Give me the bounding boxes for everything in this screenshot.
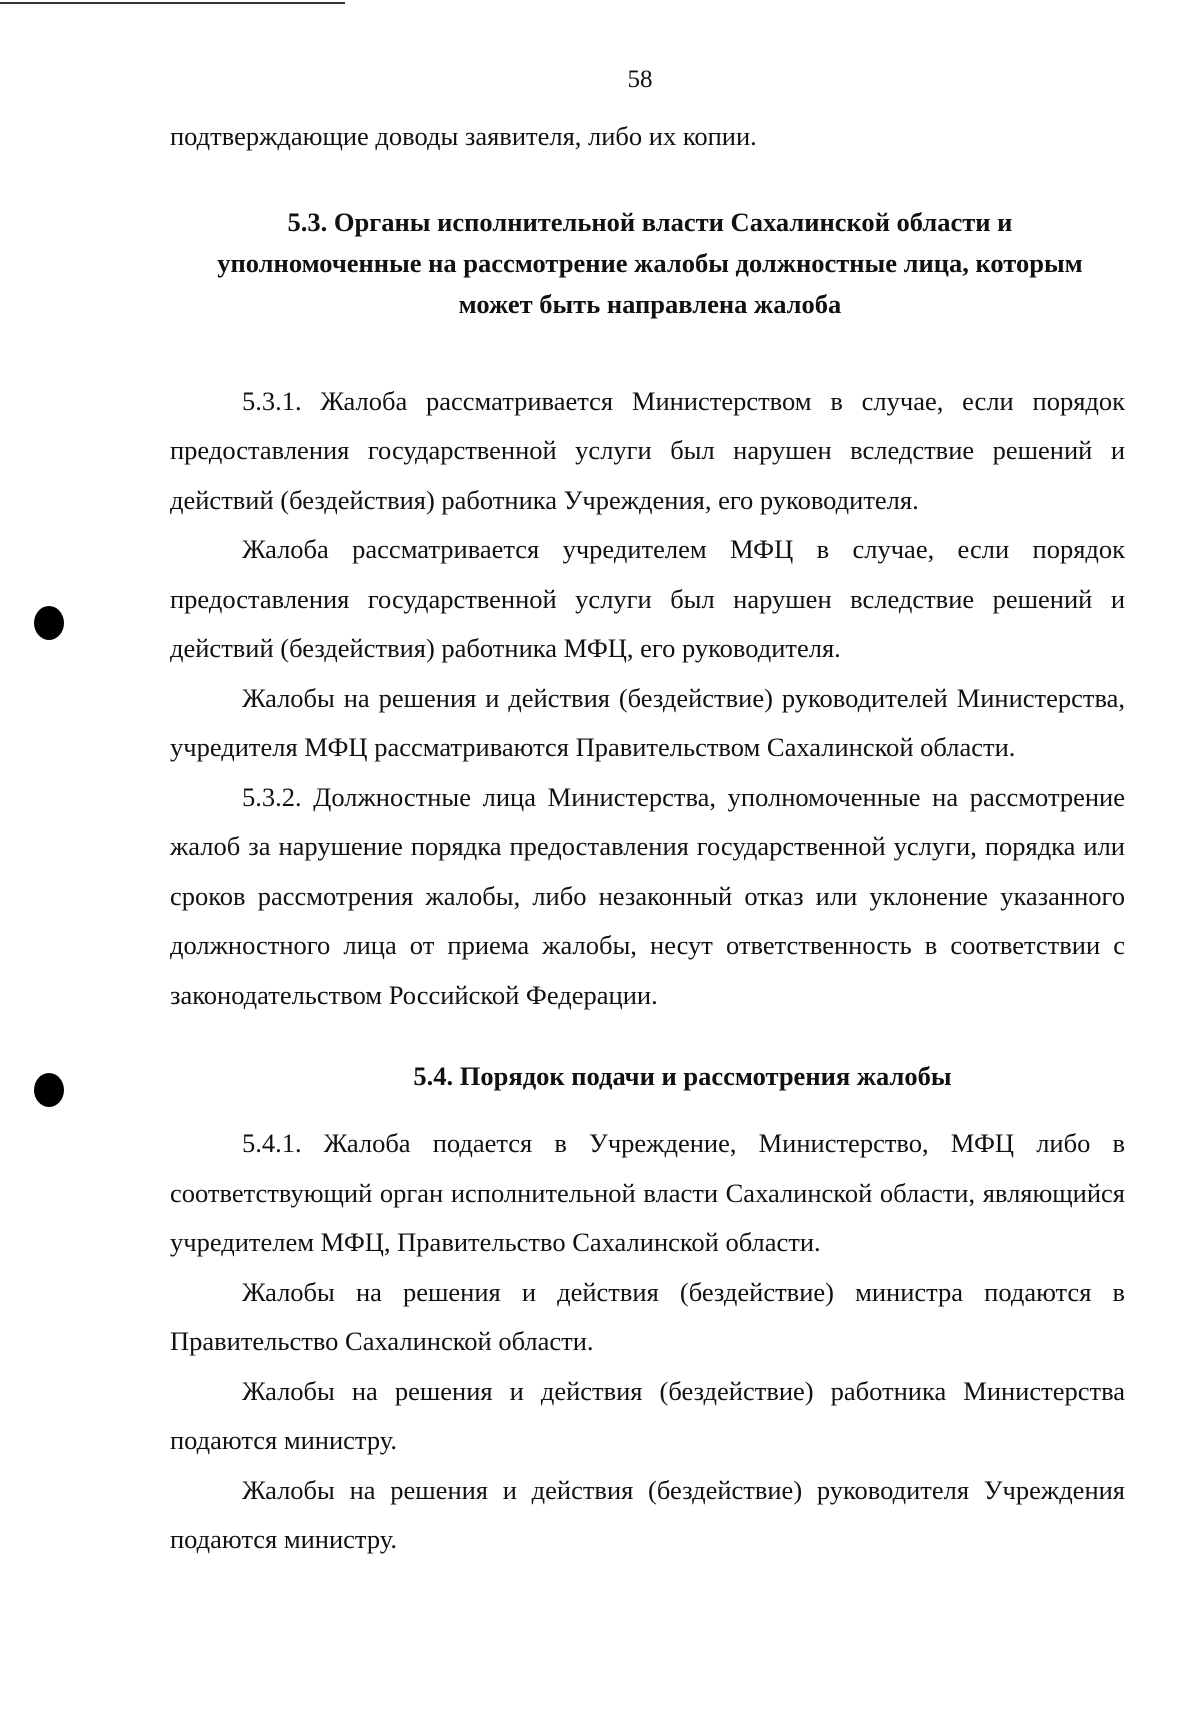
punch-hole-bottom: [34, 1073, 64, 1107]
paragraph-5-3-2: 5.3.2. Должностные лица Министерства, уполномоченные на рассмотрение жалоб за нарушение порядка предоставления государственной услуги, порядка или сроков рассмотрения жалобы, либо незаконный отказ или уклонение указанного должностного лица от приема жалобы, несут ответственность в соответствии с законодательством Российской Федерации.: [170, 781, 1125, 1010]
section-heading-5-3: 5.3. Органы исполнительной власти Сахалинской области и уполномоченные на рассмотрение жалобы должностные лица, которым может быть направлена жалоба: [217, 206, 1083, 319]
paragraph-5-4-1-ministry-worker: Жалобы на решения и действия (бездействие) работника Министерства подаются министру.: [170, 1375, 1125, 1455]
page-number: 58: [627, 66, 653, 93]
paragraph-5-3-1-government: Жалобы на решения и действия (бездействие) руководителей Министерства, учредителя МФЦ рассматриваются Правительством Сахалинской области.: [170, 682, 1125, 762]
paragraph-5-3-1: 5.3.1. Жалоба рассматривается Министерством в случае, если порядок предоставления государственной услуги был нарушен вследствие решений и действий (бездействия) работника Учреждения, его руководителя.: [170, 385, 1125, 515]
continuation-text: подтверждающие доводы заявителя, либо их копии.: [170, 121, 757, 151]
paragraph-5-3-1-mfc: Жалоба рассматривается учредителем МФЦ в случае, если порядок предоставления государственной услуги был нарушен вследствие решений и действий (бездействия) работника МФЦ, его руководителя.: [170, 534, 1125, 663]
document-body: [170, 112, 1125, 1565]
paragraph-5-4-1: 5.4.1. Жалоба подается в Учреждение, Министерство, МФЦ либо в соответствующий орган исполнительной власти Сахалинской области, являющийся учредителем МФЦ, Правительство Сахалинской области.: [170, 1128, 1125, 1257]
paragraph-5-4-1-minister: Жалобы на решения и действия (бездействие) министра подаются в Правительство Сахалинской области.: [170, 1276, 1125, 1356]
section-heading-5-4: 5.4. Порядок подачи и рассмотрения жалобы: [413, 1061, 952, 1091]
top-rule: [0, 2, 345, 4]
paragraph-5-4-1-institution-head: Жалобы на решения и действия (бездействие) руководителя Учреждения подаются министру.: [170, 1474, 1125, 1554]
punch-hole-top: [34, 606, 64, 640]
